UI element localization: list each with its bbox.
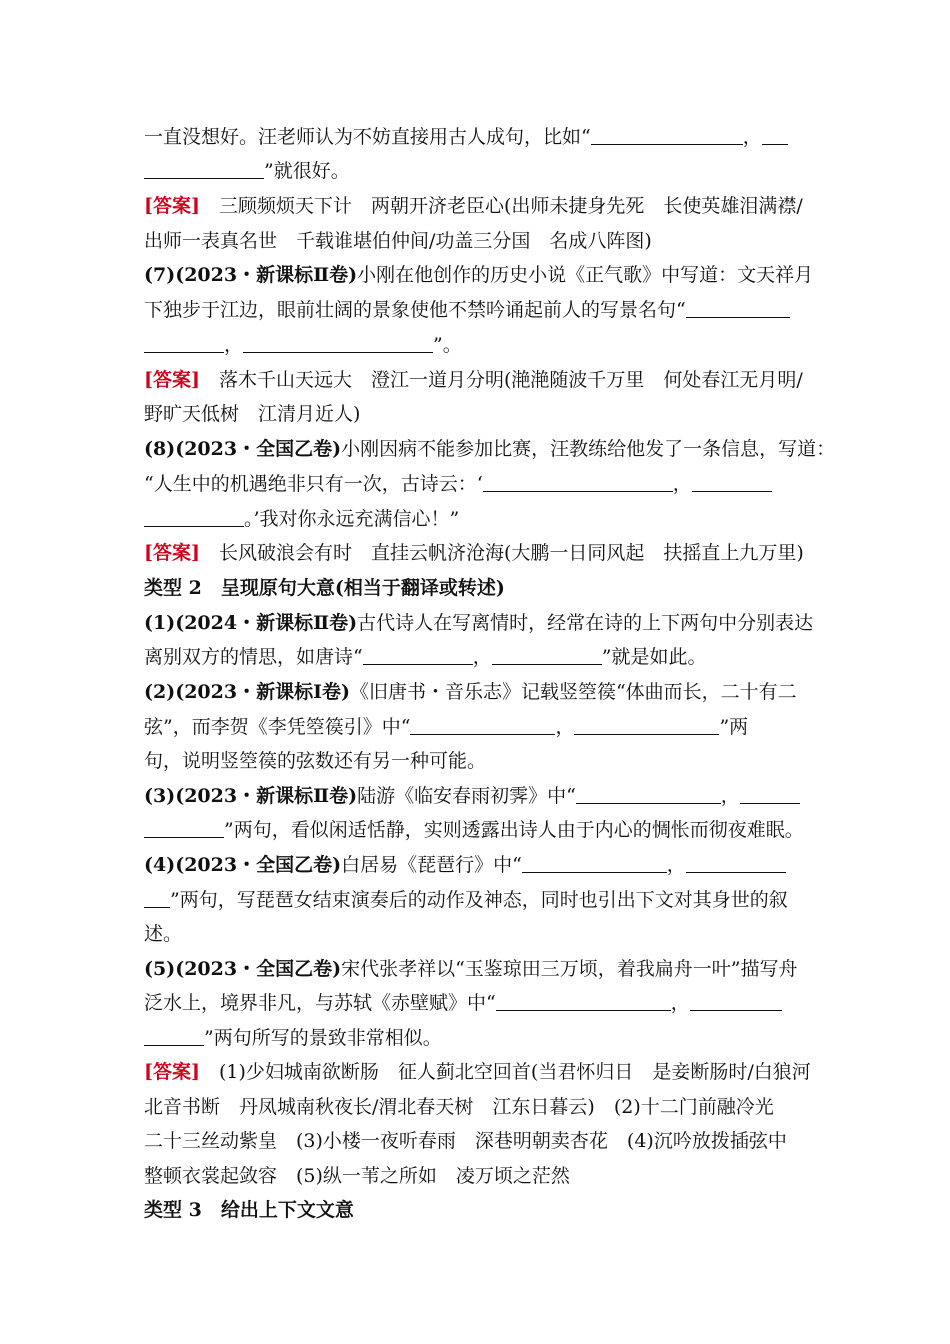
fill-blank[interactable] [686, 854, 786, 873]
line-q6-2: ”就很好。 [144, 159, 824, 183]
t2-question-4-line-2: ”两句，写琵琶女结束演奏后的动作及神态，同时也引出下文对其身世的叙 [144, 888, 824, 912]
fill-blank[interactable] [740, 785, 800, 804]
question-8-line-2: “人生中的机遇绝非只有一次，古诗云：‘ ， [144, 472, 824, 496]
fill-blank[interactable] [690, 992, 782, 1011]
t2-question-1-line-2: 离别双方的情思，如唐诗“ ， ”就是如此。 [144, 646, 707, 668]
t2-question-4-line-3: 述。 [144, 923, 183, 945]
t2-question-5-line-1: (5)(2023・全国乙卷)宋代张孝祥以“玉鉴琼田三万顷，着我扁舟一叶”描写舟 [144, 958, 798, 980]
answer-7-line-1: [答案] 落木千山天远大 澄江一道月分明(滟滟随波千万里 何处春江无月明/ [144, 369, 803, 391]
fill-blank[interactable] [144, 889, 170, 908]
fill-blank[interactable] [144, 160, 264, 179]
question-8-line-1: (8)(2023・全国乙卷)小刚因病不能参加比赛，汪教练给他发了一条信息，写道： [144, 438, 836, 460]
fill-blank[interactable] [410, 716, 555, 735]
t2-question-4-line-1: (4)(2023・全国乙卷)白居易《琵琶行》中“ ， [144, 853, 824, 877]
t2-question-5-line-2: 泛水上，境界非凡，与苏轼《赤壁赋》中“ ， [144, 991, 824, 1015]
question-7-line-2: 下独步于江边，眼前壮阔的景象使他不禁吟诵起前人的写景名句“ [144, 298, 824, 322]
t2-question-2-line-2: 弦”，而李贺《李凭箜篌引》中“ ， ”两 [144, 716, 749, 738]
t2-question-3-line-2: ”两句，看似闲适恬静，实则透露出诗人由于内心的惆怅而彻夜难眠。 [144, 818, 824, 842]
t2-answer-line-4: 整顿衣裳起敛容 (5)纵一苇之所如 凌万顷之茫然 [144, 1165, 570, 1187]
fill-blank[interactable] [363, 646, 473, 665]
answer-7-line-2: 野旷天低树 江清月近人) [144, 403, 361, 425]
answer-label: [答案] [144, 369, 200, 391]
fill-blank[interactable] [144, 819, 224, 838]
fill-blank[interactable] [762, 126, 788, 145]
answer-label: [答案] [144, 195, 200, 217]
fill-blank[interactable] [576, 785, 721, 804]
section-heading-type-3: 类型 3 给出上下文文意 [144, 1199, 354, 1221]
answer-label: [答案] [144, 542, 200, 564]
t2-question-2-line-3: 句，说明竖箜篌的弦数还有另一种可能。 [144, 750, 487, 772]
fill-blank[interactable] [496, 992, 671, 1011]
fill-blank[interactable] [483, 473, 673, 492]
t2-question-2-line-1: (2)(2023・新课标Ⅰ卷)《旧唐书・音乐志》记载竖箜篌“体曲而长，二十有二 [144, 681, 797, 703]
question-7-line-1: (7)(2023・新课标Ⅱ卷)小刚在他创作的历史小说《正气歌》中写道：文天祥月 [144, 264, 814, 286]
fill-blank[interactable] [144, 334, 224, 353]
fill-blank[interactable] [144, 508, 244, 527]
fill-blank[interactable] [692, 473, 772, 492]
t2-question-5-line-3: ”两句所写的景致非常相似。 [144, 1026, 824, 1050]
answer-6-line-2: 出师一表真名世 千载谁堪伯仲间/功盖三分国 名成八阵图) [144, 230, 652, 252]
fill-blank[interactable] [574, 716, 719, 735]
fill-blank[interactable] [492, 646, 602, 665]
t2-question-1-line-1: (1)(2024・新课标Ⅱ卷)古代诗人在写离情时，经常在诗的上下两句中分别表达 [144, 612, 814, 634]
t2-answer-line-1: [答案] (1)少妇城南欲断肠 征人蓟北空回首(当君怀归日 是妾断肠时/白狼河 [144, 1061, 811, 1083]
answer-label: [答案] [144, 1061, 200, 1083]
answer-6-line-1: [答案] 三顾频烦天下计 两朝开济老臣心(出师未捷身先死 长使英雄泪满襟/ [144, 195, 803, 217]
fill-blank[interactable] [686, 299, 790, 318]
question-8-line-3: 。’我对你永远充满信心！” [144, 507, 824, 531]
t2-question-3-line-1: (3)(2023・新课标Ⅱ卷)陆游《临安春雨初霁》中“ ， [144, 784, 824, 808]
fill-blank[interactable] [243, 334, 433, 353]
section-heading-type-2: 类型 2 呈现原句大意(相当于翻译或转述) [144, 577, 505, 599]
fill-blank[interactable] [591, 126, 743, 145]
line-q6-1: 一直没想好。汪老师认为不妨直接用古人成句，比如“ ， [144, 125, 824, 149]
fill-blank[interactable] [144, 1027, 204, 1046]
t2-answer-line-2: 北音书断 丹凤城南秋夜长/渭北春天树 江东日暮云) (2)十二门前融冷光 [144, 1096, 774, 1118]
fill-blank[interactable] [522, 854, 667, 873]
question-7-line-3: ， ”。 [144, 333, 824, 357]
answer-8-line-1: [答案] 长风破浪会有时 直挂云帆济沧海(大鹏一日同风起 扶摇直上九万里) [144, 542, 804, 564]
t2-answer-line-3: 二十三丝动紫皇 (3)小楼一夜听春雨 深巷明朝卖杏花 (4)沉吟放拨插弦中 [144, 1130, 787, 1152]
